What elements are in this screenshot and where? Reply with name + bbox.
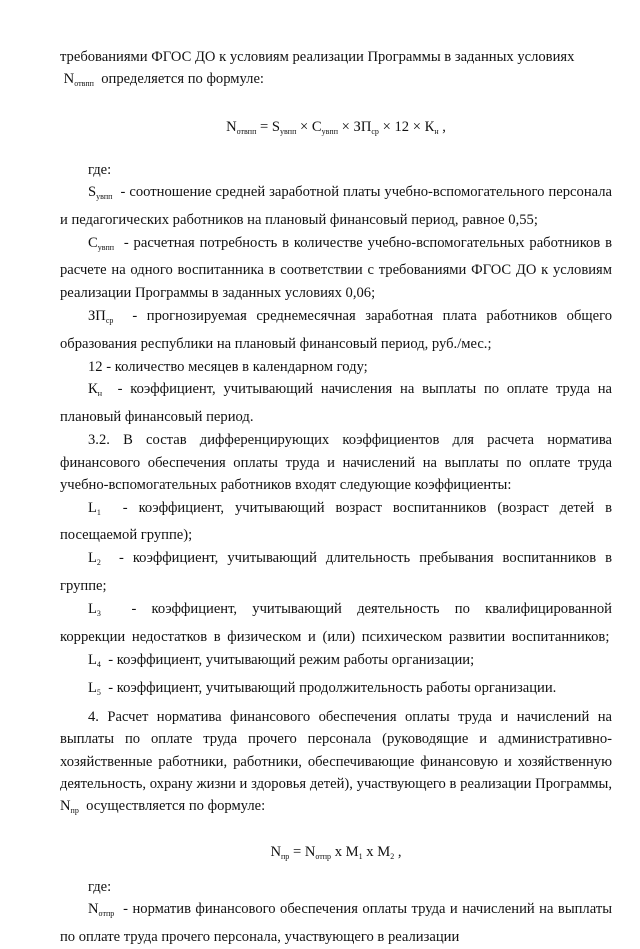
definition-12-months: 12 - количество месяцев в календарном году; xyxy=(88,359,368,376)
definition-l5: $L_5$ - коэффициент, учитывающий продолжительность работы организации. xyxy=(88,680,557,698)
paragraph-intro: требованиями ФГОС ДО к условиям реализации Программы в заданных условиях $N_{отвпп}$ определяется по формуле: xyxy=(60,49,575,89)
paragraph-3-2: 3.2. В состав дифференцирующих коэффициентов для расчета норматива финансового обеспечения оплаты труда и начислений на выплаты по оплате труда учебно-вспомогательных работников входят следующие коэффициенты: xyxy=(60,432,612,494)
definition-l4: $L_4$ - коэффициент, учитывающий режим работы организации; xyxy=(88,651,475,669)
definition-n-otpr: $N_{отпр}$ - норматив финансового обеспечения оплаты труда и начислений на выплаты по оплате труда прочего персонала, участвующего в реализации xyxy=(60,901,612,945)
definition-l3: $L_3$ - коэффициент, учитывающий деятельность по квалифицированной коррекции недостатков в физическом и (или) психическом развитии воспитанников; xyxy=(60,601,612,645)
where-label: где: xyxy=(88,161,112,178)
formula-notvpp: $N_{отвпп} = S_{увпп} \times C_{увпп} \times ЗП_{ср} \times 12 \times К_н$ , xyxy=(226,118,446,136)
paragraph-4: 4. Расчет норматива финансового обеспечения оплаты труда и начислений на выплаты по оплате труда прочего персонала (руководящие и административно-хозяйственные работники, работники, обеспечивающие финансовую и хозяйственную деятельность, охрану жизни и здоровья детей), участвующего в реализации Программы, $N_{пр}$ осуществляется по формуле: xyxy=(60,708,612,816)
formula-npr: $N_{пр} = N_{отпр}$ x $M_1$ x $M_2$ , xyxy=(270,843,402,861)
where-label-2: где: xyxy=(88,878,112,895)
definition-l2: $L_2$ - коэффициент, учитывающий длительность пребывания воспитанников в группе; xyxy=(60,550,612,594)
definition-s-uvpp: $S_{увпп}$ - соотношение средней заработной платы учебно-вспомогательного персонала и педагогических работников на плановый финансовый период, равное 0,55; xyxy=(60,184,613,228)
definition-c-uvpp: $C_{увпп}$ - расчетная потребность в количестве учебно-вспомогательных работников в расчете на одного воспитанника в соответствии с требованиями ФГОС ДО к условиям реализации Программы в заданных условиях 0,06; xyxy=(60,235,612,301)
definition-k-n: $К_н$ - коэффициент, учитывающий начисления на выплаты по оплате труда на плановый финансовый период. xyxy=(60,381,613,425)
definition-zp-sr: $ЗП_{ср}$ - прогнозируемая среднемесячная заработная плата работников общего образования республики на плановый финансовый период, руб./мес.; xyxy=(60,308,612,352)
definition-l1: $L_1$ - коэффициент, учитывающий возраст воспитанников (возраст детей в посещаемой группе); xyxy=(60,499,612,543)
document-page xyxy=(60,46,612,949)
